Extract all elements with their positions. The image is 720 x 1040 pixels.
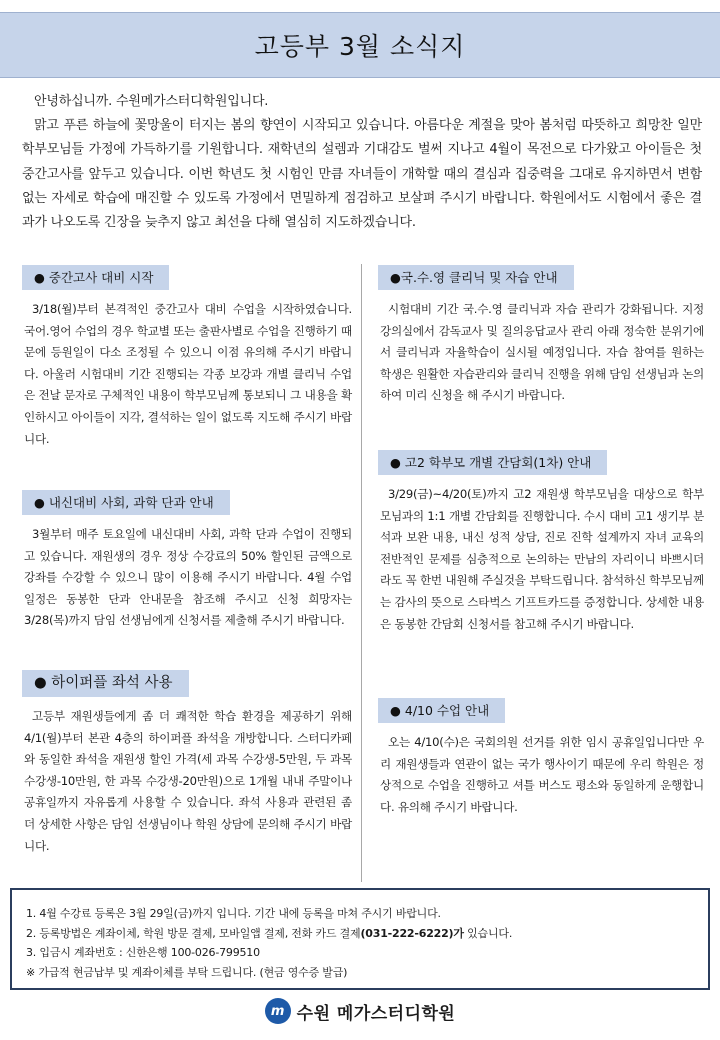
section-heading: ● 중간고사 대비 시작 [22,265,169,290]
page-title: 고등부 3월 소식지 [254,32,466,61]
column-divider [361,264,362,882]
notice-line-4: ※ 가급적 현금납부 및 계좌이체를 부탁 드립니다. (현금 영수증 발급) [26,965,348,979]
section-heading: ● 내신대비 사회, 과학 단과 안내 [22,490,230,515]
section-parent-meeting [378,450,704,635]
notice-line-3: 3. 입금시 계좌번호 : 신한은행 100-026-799510 [26,946,260,959]
academy-logo-icon: m [265,998,291,1024]
phone-number: (031-222-6222)가 [360,926,464,940]
notice-line-2: 2. 등록방법은 계좌이체, 학원 방문 결제, 모바일앱 결제, 전화 카드 결제(031-222-6222)가 있습니다. [26,926,513,940]
section-body: 3/29(금)~4/20(토)까지 고2 재원생 학부모님을 대상으로 학부모님과의 1:1 개별 간담회를 진행합니다. 수시 대비 고1 생기부 분석과 보완 내용, 내신 성적 상담, 진로 진학 설계까지 자녀 교육의 전반적인 문제를 심층적으로 논의하는 만남의 자리이니 바쁘시더라도 꼭 한번 내원해 주실것을 부탁드립니다. 참석하신 학부모님께는 감사의 뜻으로 스타벅스 기프트카드를 증정합니다. 상세한 내용은 동봉한 간담회 신청서를 참고해 주시기 바랍니다. [380,487,704,631]
section-body: 오는 4/10(수)은 국회의원 선거를 위한 임시 공휴일입니다만 우리 재원생들과 연관이 없는 국가 행사이기 때문에 우리 학원은 정상적으로 수업을 진행하고 셔틀 버스도 평소와 동일하게 운행합니다. 유의해 주시기 바랍니다. [380,735,704,814]
footer-logo [0,996,720,1026]
section-body: 시험대비 기간 국.수.영 클리닉과 자습 관리가 강화됩니다. 지정 강의실에서 감독교사 및 질의응답교사 관리 아래 정숙한 분위기에서 클리닉과 자율학습이 실시될 예정입니다. 자습 참여를 원하는 학생은 원활한 자습관리와 클리닉 진행을 위해 담임 선생님과 논의하여 미리 신청을 해 주시기 바랍니다. [380,302,704,403]
section-highperple [22,670,352,857]
section-heading: ● 하이퍼플 좌석 사용 [22,670,189,697]
section-social-science [22,490,352,632]
section-body: 3/18(월)부터 본격적인 중간고사 대비 수업을 시작하였습니다. 국어.영어 수업의 경우 학교별 또는 출판사별로 수업을 진행하기 때문에 등원일이 다소 조정될 수 있으니 이점 유의해 주시기 바랍니다. 아울러 시험대비 기간 진행되는 각종 보강과 개별 클리닉 수업은 전날 문자로 구체적인 내용이 학부모님께 통보되니 그 내용을 확인하시고 아이들이 지각, 결석하는 일이 없도록 지도해 주시기 바랍니다. [24,302,352,446]
notice-line-1: 1. 4월 수강료 등록은 3월 29일(금)까지 입니다. 기간 내에 등록을 마쳐 주시기 바랍니다. [26,907,441,920]
academy-name: 수원 메가스터디학원 [296,1003,456,1024]
section-april10 [378,698,704,818]
section-body: 3월부터 매주 토요일에 내신대비 사회, 과학 단과 수업이 진행되고 있습니다. 재원생의 경우 정상 수강료의 50% 할인된 금액으로 강좌를 수강할 수 있으니 많이 이용해 주시기 바랍니다. 4월 수업 일정은 동봉한 단과 안내문을 참조해 주시고 신청 희망자는 3/28(목)까지 담임 선생님에게 신청서를 제출해 주시기 바랍니다. [24,527,352,628]
intro-greeting: 안녕하십니까. 수원메가스터디학원입니다. [34,94,269,109]
section-heading: ● 4/10 수업 안내 [378,698,505,723]
section-heading: ●국.수.영 클리닉 및 자습 안내 [378,265,574,290]
payment-notice-box [10,888,710,990]
intro-body: 맑고 푸른 하늘에 꽃망울이 터지는 봄의 향연이 시작되고 있습니다. 아름다운 계절을 맞아 봄처럼 따뜻하고 희망찬 일만 학부모님들 가정에 가득하기를 기원합니다. 재학년의 설렘과 기대감도 벌써 지나고 4월이 목전으로 다가왔고 아이들은 첫 중간고사를 앞두고 있습니다. 이번 학년도 첫 시험인 만큼 자녀들이 개학할 때의 결심과 집중력을 그대로 유지하면서 변함없는 자세로 학습에 매진할 수 있도록 가정에서 면밀하게 점검하고 보살펴 주시기 바랍니다. 학원에서도 시험에서 좋은 결과가 나오도록 긴장을 늦추지 않고 최선을 다해 열심히 지도하겠습니다. [22,118,702,231]
section-heading: ● 고2 학부모 개별 간담회(1차) 안내 [378,450,607,475]
section-midterm [22,265,352,450]
section-clinic [378,265,704,407]
section-body: 고등부 재원생들에게 좀 더 쾌적한 학습 환경을 제공하기 위해 4/1(월)부터 본관 4층의 하이퍼플 좌석을 개방합니다. 스터디카페와 동일한 좌석을 재원생 할인 가격(세 과목 수강생-5만원, 두 과목 수강생-10만원, 한 과목 수강생-20만원)으로 1개월 내내 주말이나 공휴일까지 자유롭게 사용할 수 있습니다. 좌석 사용과 관련된 좀 더 상세한 사항은 담임 선생님이나 학원 상담에 문의해 주시기 바랍니다. [24,709,352,853]
title-banner [0,12,720,78]
intro-letter [22,90,702,235]
